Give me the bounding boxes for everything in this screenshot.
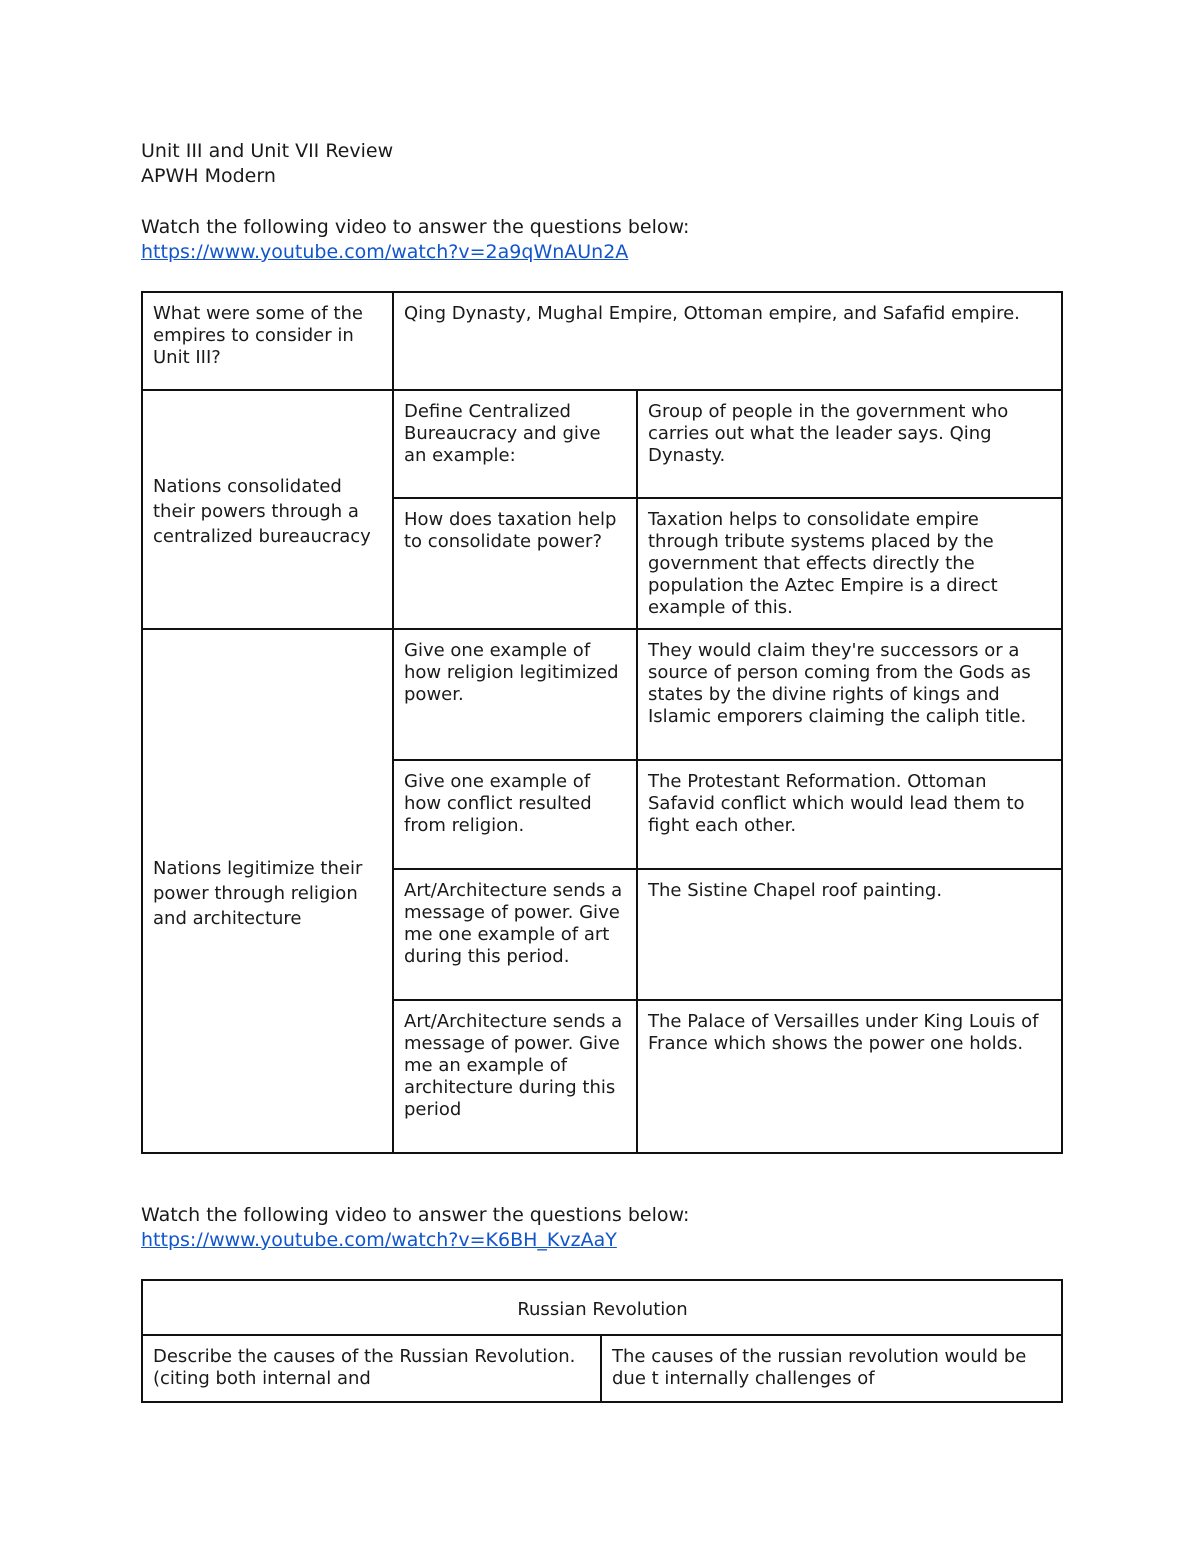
table-cell-question: Art/Architecture sends a message of power. Give me one example of art during this period. xyxy=(393,869,637,1000)
table-cell-answer: Qing Dynasty, Mughal Empire, Ottoman empire, and Safafid empire. xyxy=(393,292,1062,390)
table-cell-answer: Taxation helps to consolidate empire through tribute systems placed by the government that effects directly the population the Aztec Empire is a direct example of this. xyxy=(637,498,1062,629)
document-subtitle: APWH Modern xyxy=(141,165,276,187)
table-cell-answer: The Palace of Versailles under King Louis of France which shows the power one holds. xyxy=(637,1000,1062,1153)
table-row xyxy=(142,292,1062,390)
table-cell-question: What were some of the empires to consider in Unit III? xyxy=(142,292,393,390)
table-row xyxy=(142,1335,1062,1402)
table-cell-question: Art/Architecture sends a message of power. Give me an example of architecture during this period xyxy=(393,1000,637,1153)
russian-revolution-table xyxy=(141,1279,1063,1403)
document-title: Unit III and Unit VII Review xyxy=(141,140,394,162)
video-link-1[interactable]: https://www.youtube.com/watch?v=2a9qWnAUn2A xyxy=(141,241,629,263)
table-cell-answer: The causes of the russian revolution would be due t internally challenges of xyxy=(601,1335,1062,1402)
table-cell-question: Define Centralized Bureaucracy and give an example: xyxy=(393,390,637,498)
table-row xyxy=(142,629,1062,760)
table-cell-answer: The Protestant Reformation. Ottoman Safavid conflict which would lead them to fight each other. xyxy=(637,760,1062,869)
table-cell-question: How does taxation help to consolidate power? xyxy=(393,498,637,629)
table-cell-question: Give one example of how conflict resulted from religion. xyxy=(393,760,637,869)
table-row xyxy=(142,1280,1062,1335)
video-instruction-1: Watch the following video to answer the questions below: xyxy=(141,216,690,238)
unit-review-table xyxy=(141,291,1063,1154)
table-heading: Russian Revolution xyxy=(142,1280,1062,1335)
video-instruction-2: Watch the following video to answer the questions below: xyxy=(141,1204,690,1226)
table-cell-answer: They would claim they're successors or a source of person coming from the Gods as states by the divine rights of kings and Islamic emporers claiming the caliph title. xyxy=(637,629,1062,760)
table-cell-question: Describe the causes of the Russian Revolution. (citing both internal and xyxy=(142,1335,601,1402)
table-cell-question: Give one example of how religion legitimized power. xyxy=(393,629,637,760)
table-cell-answer: Group of people in the government who carries out what the leader says. Qing Dynasty. xyxy=(637,390,1062,498)
table-row xyxy=(142,390,1062,498)
video-link-2[interactable]: https://www.youtube.com/watch?v=K6BH_KvzAaY xyxy=(141,1229,617,1251)
table-cell-answer: The Sistine Chapel roof painting. xyxy=(637,869,1062,1000)
group-label-religion: Nations legitimize their power through religion and architecture xyxy=(142,629,393,1153)
group-label-bureaucracy: Nations consolidated their powers through a centralized bureaucracy xyxy=(142,390,393,629)
